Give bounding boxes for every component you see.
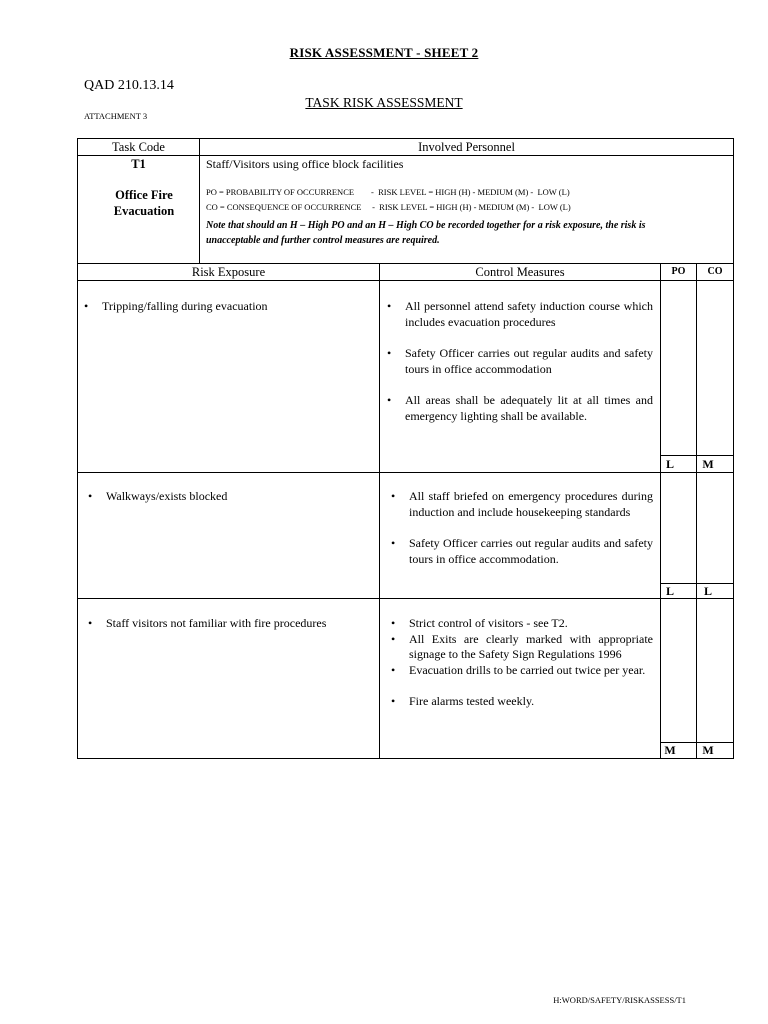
risk-exposure-header: Risk Exposure (191, 265, 266, 279)
list-item: • All staff briefed on emergency procedures during induction and include housekeeping standards (387, 489, 653, 520)
co-rating: M (702, 457, 714, 471)
task-code-header: Task Code (112, 140, 165, 154)
list-item: • All areas shall be adequately lit at all times and emergency lighting shall be available. (383, 393, 653, 424)
po-rating: L (665, 584, 674, 598)
risk-row-1-exposure (80, 299, 370, 315)
control-measures-header: Control Measures (475, 265, 565, 279)
task-table-col-divider (199, 138, 200, 264)
po-rating: M (664, 743, 676, 757)
list-item: • Fire alarms tested weekly. (387, 694, 653, 710)
attachment-label: ATTACHMENT 3 (84, 111, 148, 121)
list-item: • Safety Officer carries out regular audits and safety tours in office accommodation. (387, 536, 653, 567)
list-item: • Safety Officer carries out regular audits and safety tours in office accommodation (383, 346, 653, 377)
task-name: Office Fire Evacuation (113, 188, 175, 218)
list-item: • Strict control of visitors - see T2. (387, 616, 653, 632)
footer-path: H:WORD/SAFETY/RISKASSESS/T1 (553, 995, 686, 1005)
list-item: • Walkways/exists blocked (84, 489, 370, 505)
list-item: • Evacuation drills to be carried out twice per year. (387, 663, 653, 679)
involved-personnel-value: Staff/Visitors using office block facilities (206, 157, 404, 171)
page-title: RISK ASSESSMENT - SHEET 2 (289, 45, 479, 60)
risk-row-2-controls (387, 489, 653, 567)
page-subtitle: TASK RISK ASSESSMENT (305, 95, 463, 110)
risk-row-3-exposure (84, 616, 376, 632)
risk-table-left-border (77, 263, 78, 759)
co-rating: L (703, 584, 712, 598)
po-col-left-border (660, 263, 661, 759)
involved-personnel-header: Involved Personnel (418, 140, 515, 154)
co-legend: CO = CONSEQUENCE OF OCCURRENCE - RISK LEVEL = HIGH (H) - MEDIUM (M) - LOW (L) (206, 202, 571, 212)
risk-table-bottom-border (77, 758, 734, 759)
risk-row-1-controls (383, 299, 653, 424)
po-legend: PO = PROBABILITY OF OCCURRENCE - RISK LEVEL = HIGH (H) - MEDIUM (M) - LOW (L) (206, 187, 570, 197)
risk-table-right-border (733, 263, 734, 759)
risk-row-2-exposure (84, 489, 370, 505)
task-table-bottom-border (77, 263, 734, 264)
rating-1-top (660, 455, 734, 456)
risk-note: Note that should an H – High PO and an H – High CO be recorded together for a risk exposure, the risk is unacceptable and further control measures are required. (206, 220, 646, 246)
risk-row-3-controls (387, 616, 653, 710)
co-header: CO (707, 266, 723, 277)
document-code: QAD 210.13.14 (84, 78, 174, 93)
task-table-right-border (733, 138, 734, 264)
list-item: • Tripping/falling during evacuation (80, 299, 370, 315)
list-item: • All personnel attend safety induction course which includes evacuation procedures (383, 299, 653, 330)
co-rating: M (702, 743, 714, 757)
list-item: • Staff visitors not familiar with fire procedures (84, 616, 376, 632)
list-item: • All Exits are clearly marked with appropriate signage to the Safety Sign Regulations 1996 (387, 632, 653, 663)
task-table-top-border (77, 138, 734, 139)
risk-row-1-bottom (77, 472, 734, 473)
risk-table-col-divider (379, 263, 380, 759)
task-code-value: T1 (131, 157, 146, 171)
po-rating: L (665, 457, 674, 471)
risk-row-2-bottom (77, 598, 734, 599)
po-header: PO (671, 266, 686, 277)
co-col-left-border (696, 263, 697, 759)
